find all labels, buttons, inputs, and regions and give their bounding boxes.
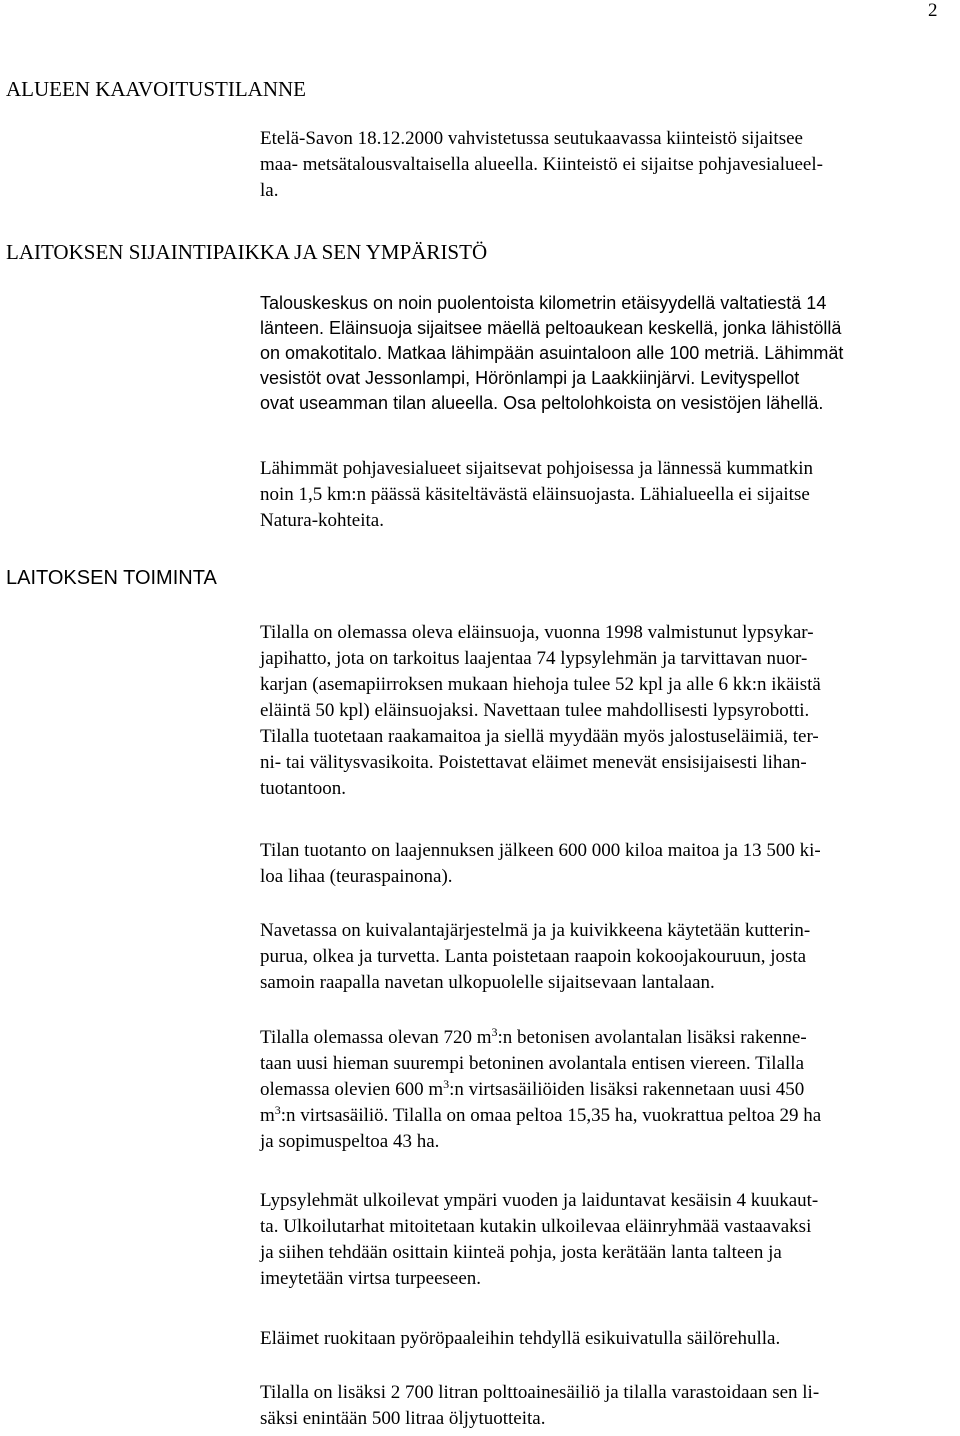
para4-part-b: :n betonisen avolantalan lisäksi rakenne- taan uusi hieman suurempi betoninen avolantala entisen viereen. Tilalla olemassa olevien 600 m (260, 1027, 807, 1100)
operation-paragraph-7: Tilalla on lisäksi 2 700 litran polttoainesäiliö ja tilalla varastoidaan sen li- säksi enintään 500 litraa öljytuotteita. (260, 1382, 820, 1429)
superscript-3: 3 (274, 1103, 281, 1117)
page-number: 2 (928, 0, 938, 21)
heading-zoning: ALUEEN KAAVOITUSTILANNE (6, 77, 306, 101)
operation-paragraph-4 (260, 1025, 960, 1155)
heading-operation: LAITOKSEN TOIMINTA (6, 567, 217, 589)
zoning-text: Etelä-Savon 18.12.2000 vahvistetussa seutukaavassa kiinteistö sijaitsee maa- metsätalousvaltaisella alueella. Kiinteistö ei sijaitse pohjavesialueel- la. (260, 128, 823, 201)
para4-part-d: :n virtsasäiliö. Tilalla on omaa peltoa 15,35 ha, vuokrattua peltoa 29 ha ja sopimuspeltoa 43 ha. (260, 1105, 822, 1152)
operation-paragraph-3: Navetassa on kuivalantajärjestelmä ja ja kuivikkeena käytetään kutterin- purua, olkea ja turvetta. Lanta poistetaan raapoin kokoojakouruun, josta samoin raapalla navetan ulkopuolelle sijaitsevaan lantalaan. (260, 920, 811, 993)
para4-part-a: Tilalla olemassa olevan 720 m (260, 1027, 492, 1048)
para4-part-c: :n virtsasäiliöiden lisäksi rakennetaan uusi 450 m (260, 1079, 805, 1126)
operation-paragraph-1: Tilalla on olemassa oleva eläinsuoja, vuonna 1998 valmistunut lypsykar- japihatto, jota on tarkoitus laajentaa 74 lypsylehmän ja tarvittavan nuor- karjan (asemapiirroksen mukaan hiehoja tulee 52 kpl ja alle 6 kk:n ikäistä eläintä 50 kpl) eläinsuojaksi. Navettaan tulee mahdollisesti lypsyrobotti. Tilalla tuotetaan raakamaitoa ja siellä myydään myös jalostuseläimiä, ter- ni- tai välitysvasikoita. Poistettavat eläimet menevät ensisijaisesti lihan- tuotantoon. (260, 622, 821, 799)
heading-location: LAITOKSEN SIJAINTIPAIKKA JA SEN YMPÄRISTÖ (6, 240, 488, 264)
superscript-3: 3 (443, 1077, 450, 1091)
location-paragraph-2: Lähimmät pohjavesialueet sijaitsevat pohjoisessa ja lännessä kummatkin noin 1,5 km:n päässä käsiteltävästä eläinsuojasta. Lähialueella ei sijaitse Natura-kohteita. (260, 458, 813, 531)
operation-paragraph-2: Tilan tuotanto on laajennuksen jälkeen 600 000 kiloa maitoa ja 13 500 ki- loa lihaa (teuraspainona). (260, 840, 821, 887)
operation-paragraph-5: Lypsylehmät ulkoilevat ympäri vuoden ja laiduntavat kesäisin 4 kuukaut- ta. Ulkoilutarhat mitoitetaan kutakin ulkoilevaa eläinryhmää vastaavaksi ja siihen tehdään osittain kiinteä pohja, josta kerätään lanta talteen ja imeytetään virtsa turpeeseen. (260, 1190, 819, 1289)
superscript-3: 3 (491, 1025, 498, 1039)
location-paragraph-1: Talouskeskus on noin puolentoista kilometrin etäisyydellä valtatiestä 14 länteen. Eläinsuoja sijaitsee mäellä peltoaukean keskellä, jonka lähistöllä on omakotitalo. Matkaa lähimpään asuintaloon alle 100 metriä. Lähimmät vesistöt ovat Jessonlampi, Hörönlampi ja Laakkiinjärvi. Levityspellot ovat useamman tilan alueella. Osa peltolohkoista on vesistöjen lähellä. (260, 293, 844, 413)
operation-paragraph-6: Eläimet ruokitaan pyöröpaaleihin tehdyllä esikuivatulla säilörehulla. (260, 1328, 781, 1349)
